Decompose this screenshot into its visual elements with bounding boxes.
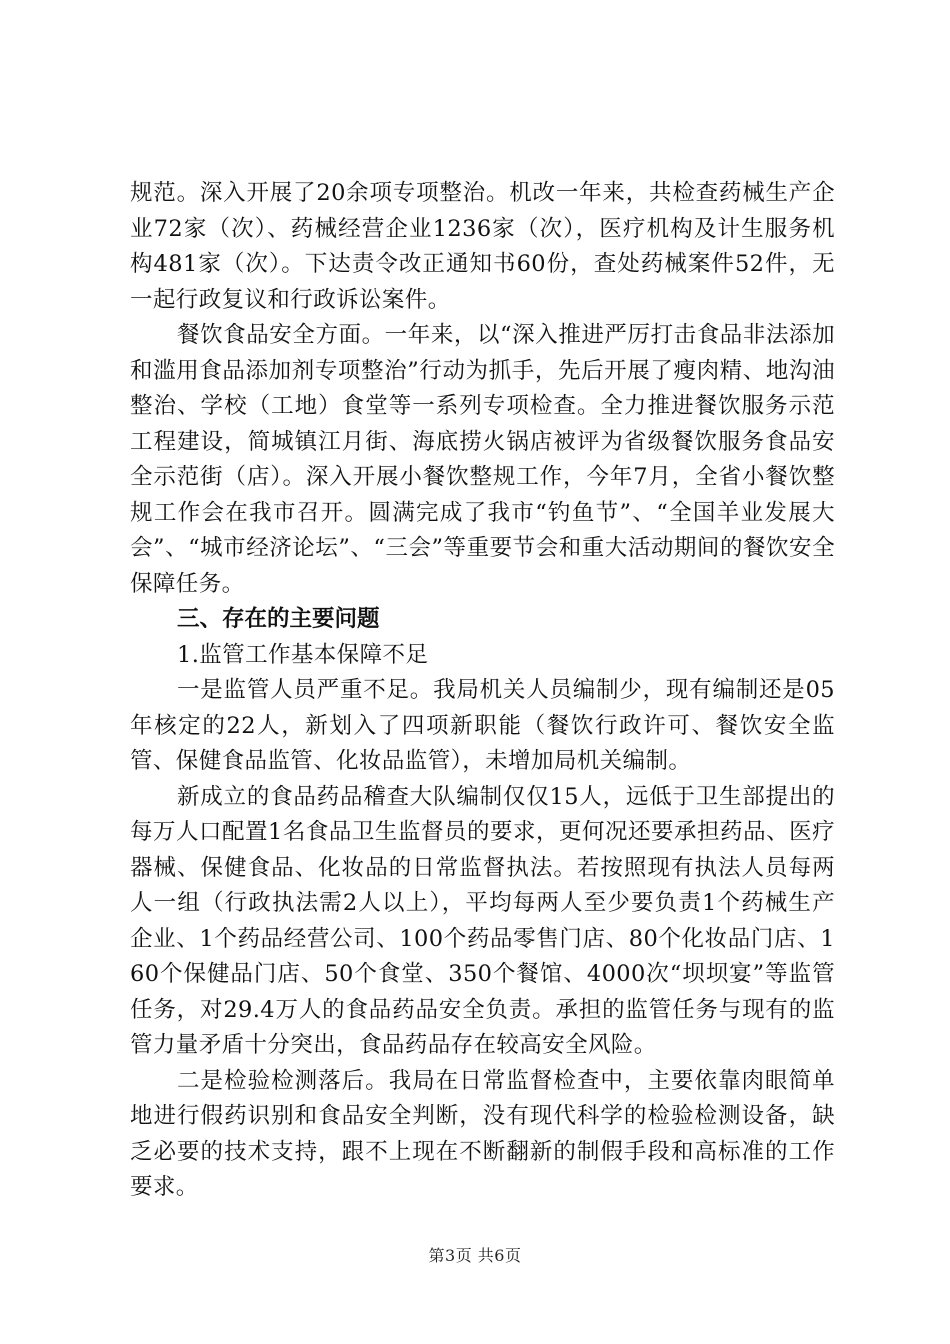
paragraph-drug-inspection: 规范。深入开展了20余项专项整治。机改一年来，共检查药械生产企业72家（次）、药械经营企业1236家（次），医疗机构及计生服务机构481家（次）。下达责令改正通知书60份，查处药械案件52件，无一起行政复议和行政诉讼案件。 [130,180,835,313]
document-body [130,176,835,1206]
paragraph-inspection-team: 新成立的食品药品稽查大队编制仅仅15人，远低于卫生部提出的每万人口配置1名食品卫生监督员的要求，更何况还要承担药品、医疗器械、保健食品、化妆品的日常监督执法。若按照现有执法人员每两人一组（行政执法需2人以上），平均每两人至少要负责1个药械生产企业、1个药品经营公司、100个药品零售门店、80个化妆品门店、160个保健品门店、50个食堂、350个餐馆、4000次“坝坝宴”等监管任务，对29.4万人的食品药品安全负责。承担的监管任务与现有的监管力量矛盾十分突出，食品药品存在较高安全风险。 [130,783,835,1058]
paragraph-food-safety: 餐饮食品安全方面。一年来，以“深入推进严厉打击食品非法添加和滥用食品添加剂专项整治”行动为抓手，先后开展了瘦肉精、地沟油整治、学校（工地）食堂等一系列专项检查。全力推进餐饮服务示范工程建设，简城镇江月街、海底捞火锅店被评为省级餐饮服务食品安全示范街（店）。深入开展小餐饮整规工作，今年7月，全省小餐饮整规工作会在我市召开。圆满完成了我市“钓鱼节”、“全国羊业发展大会”、“城市经济论坛”、“三会”等重要节会和重大活动期间的餐饮安全保障任务。 [130,322,835,597]
page-number-footer: 第3页 共6页 [428,1246,522,1265]
paragraph-staff-shortage: 一是监管人员严重不足。我局机关人员编制少，现有编制还是05年核定的22人，新划入了四项新职能（餐饮行政许可、餐饮安全监管、保健食品监管、化妆品监管），未增加局机关编制。 [130,677,835,774]
section-heading: 三、存在的主要问题 [177,606,380,632]
paragraph-testing-lag: 二是检验检测落后。我局在日常监督检查中，主要依靠肉眼简单地进行假药识别和食品安全判断，没有现代科学的检验检测设备，缺乏必要的技术支持，跟不上现在不断翻新的制假手段和高标准的工作要求。 [130,1067,835,1200]
subheading: 1.监管工作基本保障不足 [177,641,429,668]
